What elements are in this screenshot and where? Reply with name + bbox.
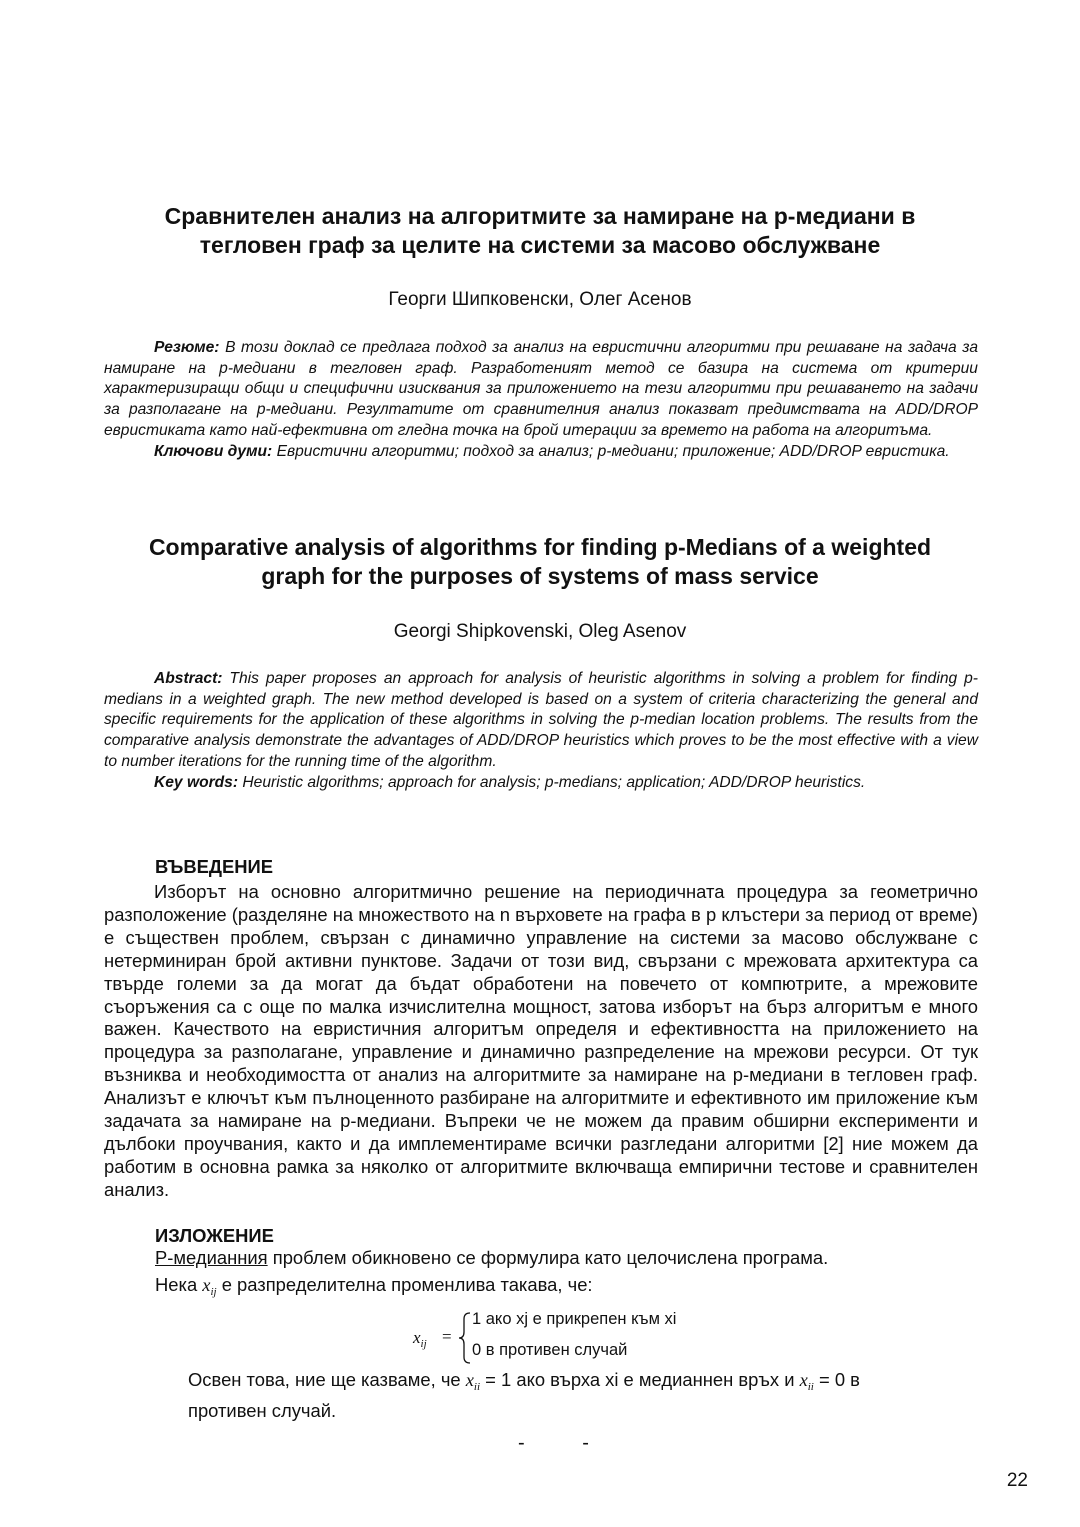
var-x-ii-1: $x_{ii}$ (465, 1370, 481, 1393)
exposition-line-3: Освен това, ние ще казваме, че $x_{ii} = 1$ ако върха xi е медианнен връх и $x_{ii} = 0$ в (188, 1369, 860, 1393)
exposition-line-2: Нека $x_{ij}$ е разпределителна променлива такава, че: (155, 1274, 593, 1298)
page-number: 22 (1006, 1470, 1028, 1491)
formula-lhs: $x_{ij}$ (413, 1328, 427, 1350)
intro-heading: ВЪВЕДЕНИЕ (155, 856, 274, 877)
formula-case-1: 1 ако xj е прикрепен към xi (472, 1310, 677, 1328)
en-authors: Georgi Shipkovenski, Oleg Asenov (393, 621, 687, 642)
page-dashes: - - (518, 1432, 615, 1454)
formula-equals: = (442, 1327, 452, 1346)
bg-title (90, 202, 990, 260)
en-keywords-text: Heuristic algorithms; approach for analysis; p-medians; application; ADD/DROP heuristics. (238, 773, 866, 791)
en-title-line-2: graph for the purposes of systems of mass service (261, 563, 819, 589)
en-abstract-label: Abstract: (154, 670, 223, 687)
en-title-line-1: Comparative analysis of algorithms for finding p-Medians of a weighted (148, 534, 932, 560)
bg-keywords-text: Евристични алгоритми; подход за анализ; p-медиани; приложение; ADD/DROP евристика. (272, 442, 950, 460)
bg-authors: Георги Шипковенски, Олег Асенов (388, 289, 692, 310)
bg-abstract-text: В този доклад се предлага подход за анализ на евристични алгоритми при решаване на задача за намиране на p-медиани в тегловен граф. Разработеният метод се базира на система от критерии характеризиращи общи и специфични изисквания за приложението на тези алгоритми при решаването на задачи за разполагане на p-медиани. Резултатите от сравнителния анализ показват предимствата на ADD/DROP евристиката като най-ефективна от гледна точка на брой итерации за времето на работа на алгоритъма. (104, 339, 978, 439)
bg-keywords-label: Ключови думи: (154, 442, 273, 460)
formula-case-0: 0 в противен случай (472, 1341, 628, 1359)
formula-x-ij (410, 1310, 770, 1366)
bg-title-line-2: тегловен граф за целите на системи за масово обслужване (199, 232, 881, 258)
bg-abstract (104, 338, 978, 462)
bg-title-line-1: Сравнителен анализ на алгоритмите за намиране на p-медиани в (164, 203, 916, 229)
exposition-heading: ИЗЛОЖЕНИЕ (155, 1225, 274, 1246)
exposition-line-4: противен случай. (188, 1400, 337, 1421)
intro-paragraph: Изборът на основно алгоритмично решение на периодичната процедура за геометрично разположение (разделяне на множеството на n върховете на графа в p клъстери за период от време) е съществен проблем, свързан с динамично управление на системи за масово обслужване с нетерминиран брой активни пунктове. Задачи от този вид, свързани с мрежовата архитектура са твърде големи за да могат да бъдат обработени на повечето от компютрите, а мрежовите съоръжения са с още по малка изчислителна мощност, затова изборът на бърз алгоритъм е много важен. Качеството на евристичния алгоритъм определя и ефективността на приложението на процедура за разполагане, управление и динамично разпределение на мрежови ресурси. От тук възниква и необходимостта от анализ на алгоритмите за намиране на p-медиани в тегловен граф. Анализът е ключът към пълноценното разбиране на алгоритмите и ефективното им приложение към задачата за намиране на p-медиани. Въпреки че не можем да правим обширни експерименти и дълбоки проучвания, както и да имплементираме всички разгледани алгоритми [2] ние можем да работим в основна рамка за няколко от алгоритмите включваща емпирични тестове и сравнителен анализ. (104, 881, 978, 1200)
formula-brace (458, 1312, 472, 1364)
en-abstract-text: This paper proposes an approach for analysis of heuristic algorithms in solving a problem for finding p-medians in a weighted graph. The new method developed is based on a system of criteria characterizing the general and specific requirements for the application of these algorithms in solving the p-median location problems. The results from the comparative analysis demonstrate the advantages of ADD/DROP heuristics which proves to be the most effective with a view to number iterations for the running time of the algorithm. (104, 670, 978, 770)
var-x-ij: $x_{ij}$ (202, 1275, 217, 1298)
en-abstract (104, 669, 978, 793)
en-title (90, 533, 990, 591)
var-x-ii-2: $x_{ii}$ (799, 1370, 814, 1393)
bg-abstract-label: Резюме: (154, 339, 220, 356)
p-median-link[interactable]: P-медианния (155, 1247, 268, 1268)
en-keywords-label: Key words: (154, 773, 239, 791)
exposition-line-1: P-медианния проблем обикновено се формулира като целочислена програма. (155, 1247, 829, 1268)
